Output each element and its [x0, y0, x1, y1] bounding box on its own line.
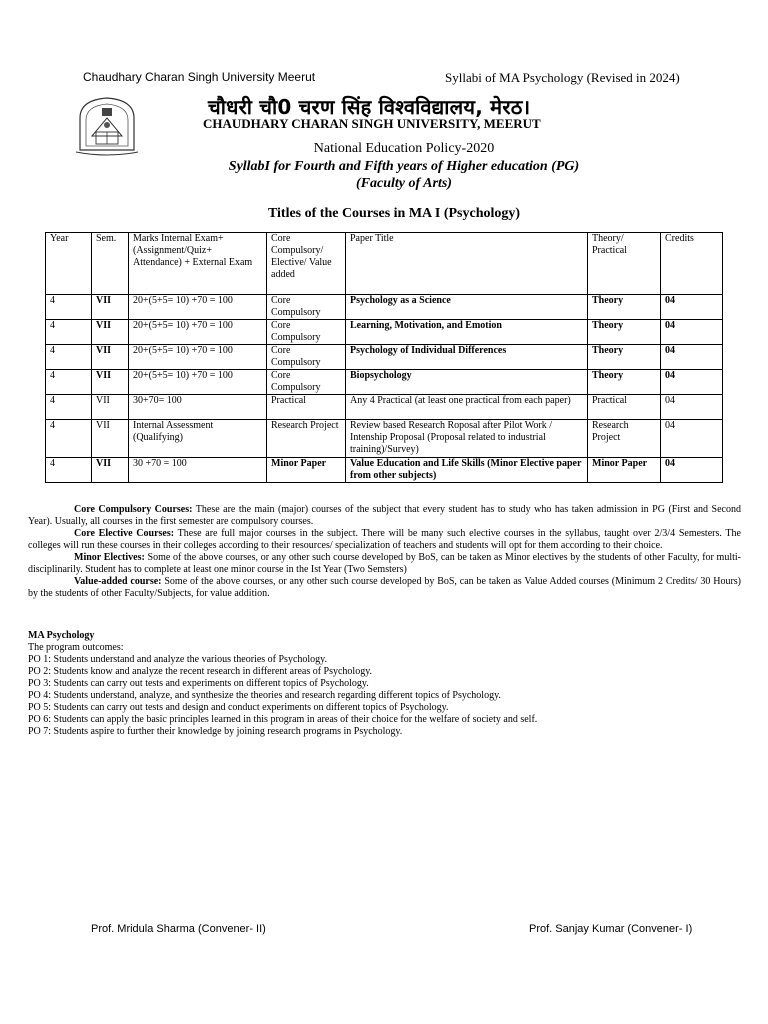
cell-year: 4	[46, 458, 92, 483]
cell-course-type: Core Compulsory	[267, 370, 346, 395]
cell-theory-practical: Practical	[588, 395, 661, 420]
list-item: PO 1: Students understand and analyze the various theories of Psychology.	[28, 654, 328, 665]
definition-text: Some of the above courses, or any other such course developed by BoS, can be taken as Minor electives by the students of other Faculty, for multi-disciplinarily. Student has to complete at least one minor course in the Ist Year (Two Semsters)	[28, 552, 741, 575]
cell-theory-practical: Research Project	[588, 420, 661, 458]
cell-marks: Internal Assessment (Qualifying)	[129, 420, 267, 458]
cell-course-type: Core Compulsory	[267, 320, 346, 345]
cell-paper-title: Review based Research Roposal after Pilot Work / Intenship Proposal (Proposal related to industrial training)/Survey)	[346, 420, 588, 458]
list-item: PO 2: Students know and analyze the recent research in different areas of Psychology.	[28, 666, 373, 677]
table-row	[46, 320, 723, 345]
header-theory-practical: Theory/ Practical	[588, 233, 661, 295]
cell-year: 4	[46, 395, 92, 420]
header-sem: Sem.	[92, 233, 129, 295]
definition-paragraph	[28, 528, 741, 552]
cell-sem: VII	[92, 320, 129, 345]
cell-sem: VII	[92, 395, 129, 420]
cell-year: 4	[46, 420, 92, 458]
footer-convener-i: Prof. Sanjay Kumar (Convener- I)	[529, 923, 693, 935]
header-year: Year	[46, 233, 92, 295]
definition-text: These are full major courses in the subject. There will be many such elective courses in the syllabus, taught over 2/3/4 Semesters. The colleges will run these courses in their colleges according to their resources/ specialization of teachers and students will opt for them according to their choice.	[28, 528, 741, 551]
list-item: PO 7: Students aspire to further their knowledge by joining research programs in Psychology.	[28, 726, 403, 737]
cell-sem: VII	[92, 420, 129, 458]
header-course-type: Core Compulsory/ Elective/ Value added	[267, 233, 346, 295]
cell-paper-title: Learning, Motivation, and Emotion	[346, 320, 588, 345]
cell-year: 4	[46, 320, 92, 345]
policy-line: National Education Policy-2020	[313, 141, 495, 156]
cell-credits: 04	[661, 395, 723, 420]
cell-marks: 20+(5+5= 10) +70 = 100	[129, 295, 267, 320]
table-row	[46, 370, 723, 395]
definition-text: Some of the above courses, or any other such course developed by BoS, can be taken as Value Added courses (Minimum 2 Credits/ 30 Hours) by the students of other Faculty/Subjects, for value addition.	[28, 576, 741, 599]
cell-credits: 04	[661, 420, 723, 458]
table-row	[46, 345, 723, 370]
header-credits: Credits	[661, 233, 723, 295]
cell-sem: VII	[92, 295, 129, 320]
cell-course-type: Core Compulsory	[267, 345, 346, 370]
list-item: PO 5: Students can carry out tests and design and conduct experiments on different topics of Psychology.	[28, 702, 449, 713]
list-item: PO 6: Students can apply the basic principles learned in this program in areas of their choice for the welfare of society and self.	[28, 714, 538, 725]
table-row	[46, 458, 723, 483]
cell-paper-title: Value Education and Life Skills (Minor Elective paper from other subjects)	[346, 458, 588, 483]
definition-paragraph	[28, 552, 741, 576]
definition-term: Core Elective Courses:	[74, 528, 175, 539]
cell-marks: 30 +70 = 100	[129, 458, 267, 483]
course-definitions	[28, 504, 741, 600]
cell-paper-title: Psychology as a Science	[346, 295, 588, 320]
cell-marks: 20+(5+5= 10) +70 = 100	[129, 370, 267, 395]
cell-sem: VII	[92, 458, 129, 483]
cell-sem: VII	[92, 370, 129, 395]
list-item: PO 4: Students understand, analyze, and synthesize the theories and research regarding different topics of Psychology.	[28, 690, 501, 701]
cell-theory-practical: Theory	[588, 295, 661, 320]
table-header-row	[46, 233, 723, 295]
cell-marks: 20+(5+5= 10) +70 = 100	[129, 320, 267, 345]
cell-sem: VII	[92, 345, 129, 370]
footer-convener-ii: Prof. Mridula Sharma (Convener- II)	[91, 923, 266, 935]
cell-course-type: Minor Paper	[267, 458, 346, 483]
cell-theory-practical: Theory	[588, 320, 661, 345]
header-syllabus: Syllabi of MA Psychology (Revised in 2024)	[445, 70, 680, 85]
table-row	[46, 295, 723, 320]
header-marks: Marks Internal Exam+ (Assignment/Quiz+ Attendance) + External Exam	[129, 233, 267, 295]
faculty-line: (Faculty of Arts)	[356, 176, 452, 191]
cell-credits: 04	[661, 295, 723, 320]
header-university: Chaudhary Charan Singh University Meerut	[83, 70, 316, 84]
table-row	[46, 420, 723, 458]
courses-title: Titles of the Courses in MA I (Psychology)	[267, 206, 521, 221]
cell-theory-practical: Theory	[588, 345, 661, 370]
university-name-hindi: चौधरी चौ0 चरण सिंह विश्वविद्यालय, मेरठ।	[208, 95, 531, 119]
definition-term: Core Compulsory Courses:	[74, 504, 193, 515]
cell-marks: 20+(5+5= 10) +70 = 100	[129, 345, 267, 370]
university-name-english: CHAUDHARY CHARAN SINGH UNIVERSITY, MEERUT	[203, 116, 541, 131]
definition-term: Minor Electives:	[74, 552, 145, 563]
definition-paragraph	[28, 576, 741, 600]
cell-year: 4	[46, 370, 92, 395]
cell-year: 4	[46, 295, 92, 320]
cell-credits: 04	[661, 320, 723, 345]
header-paper-title: Paper Title	[346, 233, 588, 295]
program-outcomes	[28, 630, 741, 738]
outcomes-heading: MA Psychology	[28, 630, 95, 641]
cell-paper-title: Biopsychology	[346, 370, 588, 395]
cell-theory-practical: Theory	[588, 370, 661, 395]
cell-credits: 04	[661, 458, 723, 483]
syllabus-line: SyllabI for Fourth and Fifth years of Higher education (PG)	[228, 159, 580, 174]
cell-paper-title: Any 4 Practical (at least one practical from each paper)	[346, 395, 588, 420]
definition-term: Value-added course:	[74, 576, 162, 587]
cell-paper-title: Psychology of Individual Differences	[346, 345, 588, 370]
definition-paragraph	[28, 504, 741, 528]
list-item: PO 3: Students can carry out tests and experiments on different topics of Psychology.	[28, 678, 369, 689]
cell-course-type: Core Compulsory	[267, 295, 346, 320]
cell-credits: 04	[661, 370, 723, 395]
outcomes-intro: The program outcomes:	[28, 642, 124, 653]
cell-course-type: Practical	[267, 395, 346, 420]
cell-marks: 30+70= 100	[129, 395, 267, 420]
cell-theory-practical: Minor Paper	[588, 458, 661, 483]
cell-course-type: Research Project	[267, 420, 346, 458]
courses-table	[45, 232, 723, 483]
table-row	[46, 395, 723, 420]
cell-year: 4	[46, 345, 92, 370]
cell-credits: 04	[661, 345, 723, 370]
definition-text: These are the main (major) courses of the subject that every student has to study who has taken admission in PG (First and Second Year). Usually, all courses in the first semester are compulsory courses.	[28, 504, 741, 527]
